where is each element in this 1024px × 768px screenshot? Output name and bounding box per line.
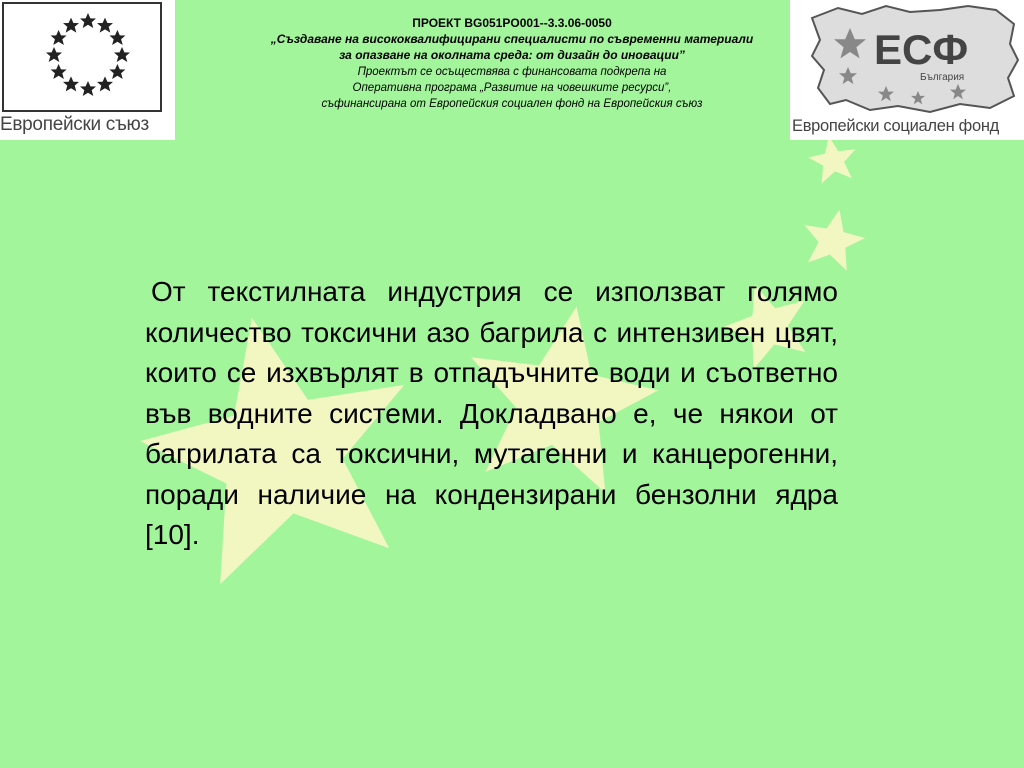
eu-logo [0,0,175,140]
project-title-line2: за опазване на околната среда: от дизайн до иновации” [339,48,685,63]
star-decoration [797,203,870,273]
esf-country: България [920,72,965,83]
body-paragraph: От текстилната индустрия се използват голямо количество токсични азо багрила с интензивен цвят, които се изхвърлят в отпадъчните води и съответно във водните системи. Докладвано е, че някои от багрилата са токсични, мутагенни и канцерогенни, поради наличие на кондензирани бензолни ядра [10]. [145,276,838,550]
funding-line2: Оперативна програма „Развитие на човешките ресурси”, [352,81,672,94]
esf-logo-label: Европейски социален фонд [792,117,999,135]
esf-logo [790,0,1024,140]
bulgaria-map-icon [790,0,1024,118]
project-header [215,15,809,112]
esf-letters: ЕСФ [874,26,969,73]
funding-line1: Проектът се осъществява с финансовата подкрепа на [357,65,667,78]
project-title-line1: „Създаване на висококвалифицирани специалисти по съвременни материали [270,32,754,47]
project-code: ПРОЕКТ BG051PO001--3.3.06-0050 [412,16,612,30]
eu-flag-icon [2,2,162,112]
star-decoration [805,132,860,185]
eu-logo-label: Европейски съюз [0,114,149,135]
funding-line3: съфинансирана от Европейския социален фонд на Европейския съюз [321,98,703,111]
